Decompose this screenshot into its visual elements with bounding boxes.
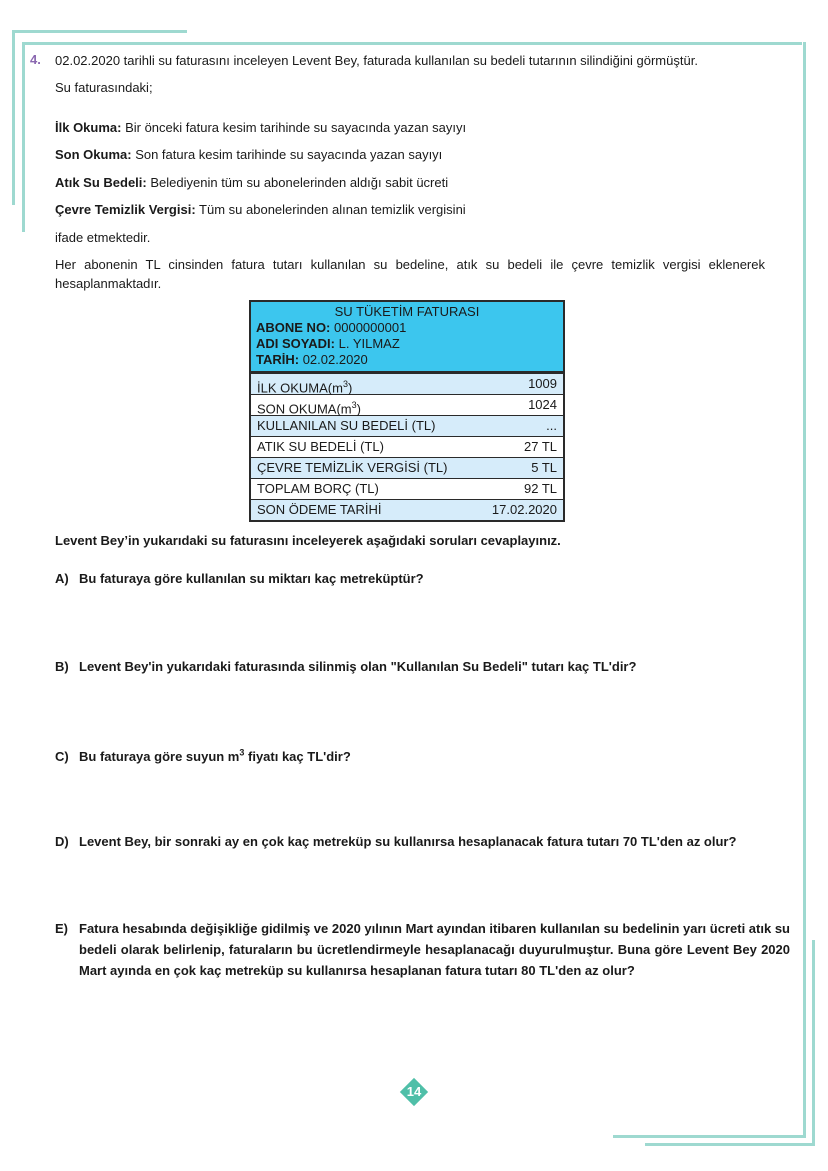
date-label: TARİH:: [256, 352, 300, 367]
subquestion-text: Bu faturaya göre suyun $m^3$ fiyatı kaç TL'dir?: [79, 748, 351, 765]
name-label: ADI SOYADI:: [256, 336, 335, 351]
bill-row-label: İLK $OKUMA(m^3)$: [257, 379, 353, 396]
definition-cevre-vergisi: [55, 201, 466, 218]
subquestion-text: Levent Bey, bir sonraki ay en çok kaç metreküp su kullanırsa hesaplanacak fatura tutarı 70 TL'den az olur?: [79, 834, 737, 849]
definition-term: Atık Su Bedeli:: [55, 175, 147, 190]
bill-row-value: 17.02.2020: [491, 502, 557, 517]
subquestion-d: [55, 833, 736, 850]
bill-row-label: ATIK SU BEDELİ (TL): [257, 439, 384, 454]
calculation-explanation: Her abonenin TL cinsinden fatura tutarı kullanılan su bedeline, atık su bedeli ile çevre temizlik vergisi eklenerek hesaplanmaktadır.: [55, 257, 765, 291]
bill-row-value: 27 TL: [523, 439, 557, 454]
subquestion-letter: D): [55, 834, 69, 849]
subquestion-b: [55, 658, 636, 675]
bill-row-value: 1009: [528, 376, 557, 391]
bill-row: [251, 436, 563, 457]
name-value: L. YILMAZ: [334, 336, 400, 351]
question-lead: Su faturasındaki;: [55, 80, 153, 95]
bill-row-value: 92 TL: [523, 481, 557, 496]
definition-closing: ifade etmektedir.: [55, 230, 151, 245]
subquestion-a: [55, 570, 424, 587]
subquestion-c: [55, 745, 351, 765]
definition-atik-su: [55, 174, 448, 191]
definition-son-okuma: [55, 146, 442, 163]
definition-term: İlk Okuma:: [55, 120, 122, 135]
subquestion-text: Fatura hesabında değişikliğe gidilmiş ve 2020 yılının Mart ayından itibaren kullanılan su bedelinin yarı ücreti atık su bedeli olarak belirlenip, faturaların bu ücretlendirmeyle hesaplanacağı duyurulmuştur. Buna göre Levent Bey 2020 Mart ayında en çok kaç metreküp su kullanırsa hesaplanan fatura tutarı 80 TL'den az olur?: [79, 921, 790, 978]
page-number-badge: [399, 1077, 429, 1107]
question-number: 4.: [30, 52, 41, 67]
subscriber-label: ABONE NO:: [256, 320, 331, 335]
bill-row-label: TOPLAM BORÇ (TL): [257, 481, 379, 496]
bill-row-value: 1024: [528, 397, 557, 412]
water-bill-table: [249, 300, 565, 522]
bill-name: [256, 336, 558, 352]
subquestion-letter: B): [55, 659, 69, 674]
bill-title: SU TÜKETİM FATURASI: [334, 304, 480, 319]
bill-row: [251, 415, 563, 436]
bill-header: [251, 302, 563, 373]
subquestion-text: Bu faturaya göre kullanılan su miktarı kaç metreküptür?: [79, 571, 424, 586]
definition-text: Belediyenin tüm su abonelerinden aldığı sabit ücreti: [146, 175, 449, 190]
bill-date: [256, 352, 558, 368]
subquestion-text: Levent Bey'in yukarıdaki faturasında silinmiş olan "Kullanılan Su Bedeli" tutarı kaç TL'dir?: [79, 659, 637, 674]
bill-row: [251, 478, 563, 499]
page-number: 14: [406, 1084, 422, 1099]
bill-row: [251, 457, 563, 478]
bill-row: [251, 499, 563, 520]
bill-row-label: SON $OKUMA(m^3)$: [257, 400, 361, 417]
bill-row-label: ÇEVRE TEMİZLİK VERGİSİ (TL): [257, 460, 448, 475]
definition-text: Bir önceki fatura kesim tarihinde su sayacında yazan sayıyı: [121, 120, 467, 135]
instruction: Levent Bey’in yukarıdaki su faturasını inceleyerek aşağıdaki soruları cevaplayınız.: [55, 533, 561, 548]
question-intro: 02.02.2020 tarihli su faturasını inceleyen Levent Bey, faturada kullanılan su bedeli tutarının silindiğini görmüştür.: [55, 53, 698, 68]
subscriber-value: 0000000001: [330, 320, 407, 335]
bill-subscriber: [256, 320, 558, 336]
subquestion-letter: C): [55, 749, 69, 765]
bill-row-label: KULLANILAN SU BEDELİ (TL): [257, 418, 436, 433]
definition-ilk-okuma: [55, 119, 466, 136]
bill-row: [251, 373, 563, 394]
bill-row: [251, 394, 563, 415]
definition-term: Son Okuma:: [55, 147, 132, 162]
bill-row-label: SON ÖDEME TARİHİ: [257, 502, 382, 517]
definition-text: Tüm su abonelerinden alınan temizlik vergisini: [195, 202, 466, 217]
bill-row-value: 5 TL: [531, 460, 557, 475]
subquestion-letter: A): [55, 571, 69, 586]
date-value: 02.02.2020: [299, 352, 368, 367]
subquestion-letter: E): [55, 921, 68, 936]
bill-row-value: ...: [546, 418, 557, 433]
subquestion-e: [55, 918, 790, 981]
definition-text: Son fatura kesim tarihinde su sayacında yazan sayıyı: [131, 147, 443, 162]
definition-term: Çevre Temizlik Vergisi:: [55, 202, 196, 217]
